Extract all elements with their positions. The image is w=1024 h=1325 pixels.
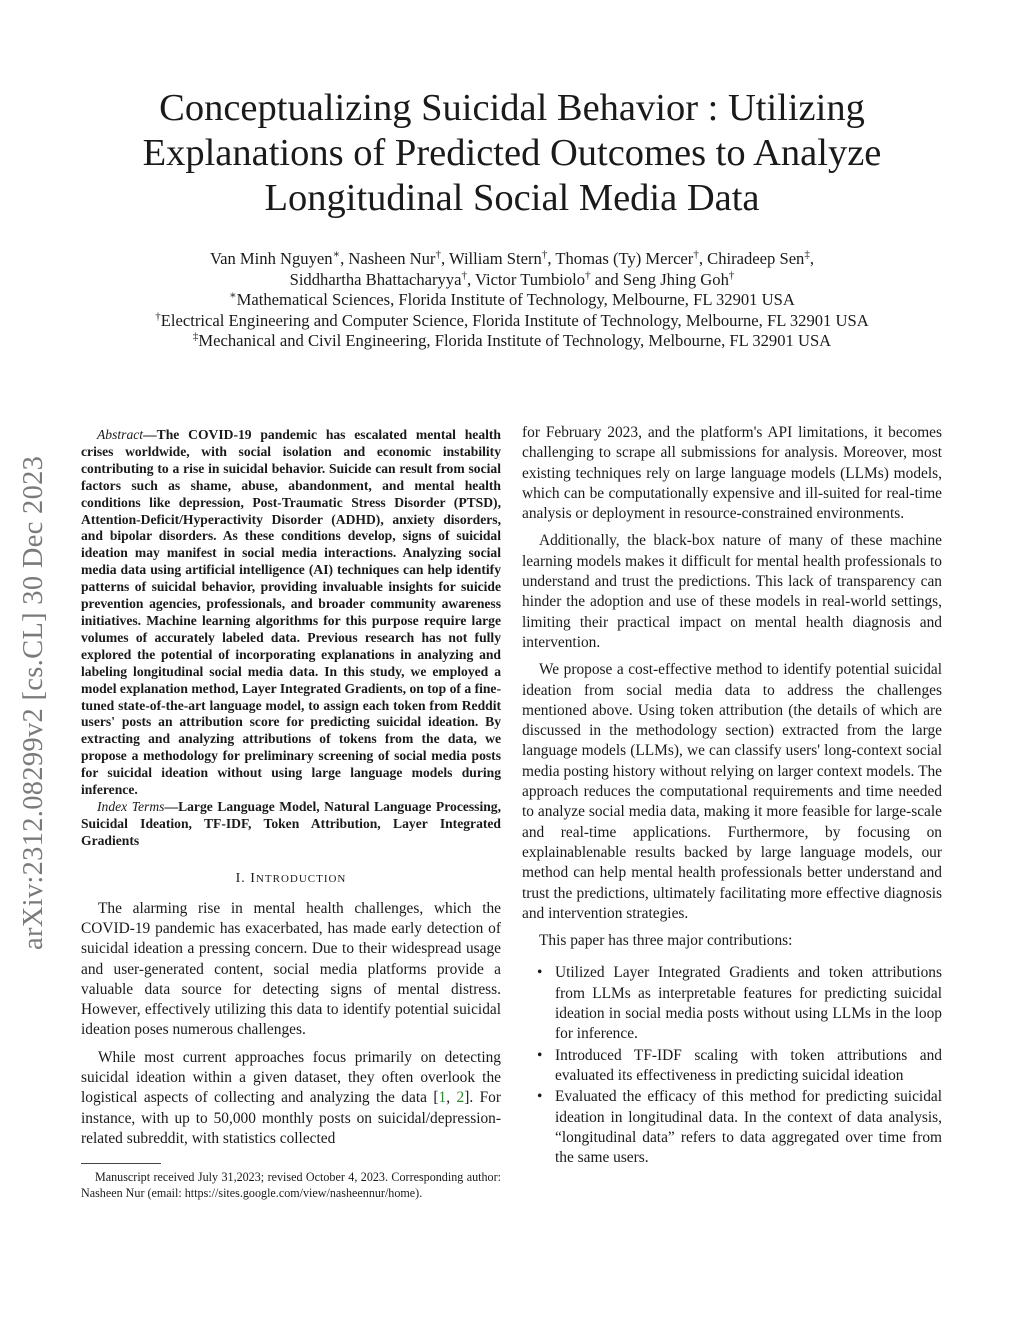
bullet: • <box>537 1046 543 1064</box>
author: Van Minh Nguyen∗, <box>209 248 349 268</box>
index-terms-text: —Large Language Model, Natural Language Processing, Suicidal Ideation, TF-IDF, Token Attribution, Layer Integrated Gradients <box>81 798 501 848</box>
author-block <box>80 249 944 352</box>
body-paragraph: This paper has three major contributions: <box>539 932 793 950</box>
author: Siddhartha Bhattacharyya†, <box>289 268 475 289</box>
footnote: Manuscript received July 31,2023; revised October 4, 2023. Corresponding author: Nasheen Nur (email: https://sites.google.com/view/nasheennur/home). <box>81 1170 501 1200</box>
author: Chiradeep Sen‡, <box>707 248 815 268</box>
citation-link[interactable]: 2 <box>456 1089 465 1107</box>
affiliation: ‡Mechanical and Civil Engineering, Florida Institute of Technology, Melbourne, FL 32901 USA <box>192 330 832 350</box>
abstract-text: —The COVID-19 pandemic has escalated mental health crises worldwide, with social isolation and economic instability contributing to a rise in suicidal behavior. Suicide can result from social factors such as shame, abuse, abandonment, and mental health conditions like depression, Post-Traumatic Stress Disorder (PTSD), Attention-Deficit/Hyperactivity Disorder (ADHD), anxiety disorders, and bipolar disorders. As these conditions develop, signs of suicidal ideation may manifest in social media interactions. Analyzing social media data using artificial intelligence (AI) techniques can help identify patterns of suicidal behavior, providing invaluable insights for suicide prevention agencies, professionals, and broader community awareness initiatives. Machine learning algorithms for this purpose require large volumes of accurately labeled data. Previous research has not fully explored the potential of incorporating explanations in analyzing and labeling longitudinal social media data. In this study, we employed a model explanation method, Layer Integrated Gradients, on top of a fine-tuned state-of-the-art language model, to assign each token from Reddit users' posts an attribution score for predicting suicidal ideation. By extracting and analyzing attributions of tokens from the data, we propose a methodology for preliminary screening of social media posts for suicidal ideation without using large language models during inference. <box>81 427 501 798</box>
abstract <box>81 427 501 799</box>
list-item: • Evaluated the efficacy of this method for predicting suicidal ideation in longitudinal data. In the context of data analysis, “longitudinal data” refers to data aggregated over time from the same users. <box>537 1088 942 1167</box>
affiliation: †Electrical Engineering and Computer Science, Florida Institute of Technology, Melbourne, FL 32901 USA <box>155 309 869 330</box>
left-column <box>81 427 501 1201</box>
author-line-2 <box>80 270 944 291</box>
list-item: • Introduced TF-IDF scaling with token attributions and evaluated its effectiveness in predicting suicidal ideation <box>537 1046 942 1084</box>
intro-paragraph-2: While most current approaches focus primarily on detecting suicidal ideation within a given dataset, they often overlook the logistical aspects of collecting and analyzing the data [1, 2]. For instance, with up to 50,000 monthly posts on suicidal/depression-related subreddit, with statistics collected <box>81 1048 501 1147</box>
author: Thomas (Ty) Mercer†, <box>555 248 708 268</box>
author: William Stern†, <box>448 248 556 268</box>
affiliation: ∗Mathematical Sciences, Florida Institute of Technology, Melbourne, FL 32901 USA <box>229 289 795 309</box>
bullet: • <box>537 1088 543 1106</box>
body-paragraph: We propose a cost-effective method to identify potential suicidal ideation from social media data to address the challenges mentioned above. Using token attribution (the details of which are discussed in the methodology section) extracted from the large language models (LLMs), we can classify users' long-context social media posting history without relying on larger context models. The approach reduces the computational requirements and time needed to analyze social media data, making it more feasible for large-scale and real-time applications. Furthermore, by focusing on explainablenable results backed by large language models, our method can help mental health professionals better understand and trust the predictions, ultimately facilitating more effective diagnosis and intervention strategies. <box>522 661 942 922</box>
bullet: • <box>537 964 543 982</box>
paper-title: Conceptualizing Suicidal Behavior : Utilizing Explanations of Predicted Outcomes to Analyze Longitudinal Social Media Data <box>142 87 882 219</box>
author: Seng Jhing Goh† <box>622 268 735 289</box>
citation-link[interactable]: 1 <box>438 1089 447 1107</box>
author: Victor Tumbiolo† and <box>474 268 623 289</box>
author-line-1 <box>80 249 944 270</box>
list-item: • Utilized Layer Integrated Gradients and token attributions from LLMs as interpretable features for predicting suicidal ideation in social media posts without using LLMs in the loop for inference. <box>537 964 942 1043</box>
contributions-list <box>522 963 942 1168</box>
right-column <box>522 423 942 1169</box>
index-terms-label: Index Terms <box>97 798 165 814</box>
body-paragraph: for February 2023, and the platform's API limitations, it becomes challenging to scrape all submissions for analysis. Moreover, most existing techniques rely on large language models (LLMs) models, which can be computationally expensive and ill-suited for real-time analysis or deployment in resource-constrained environments. <box>522 424 942 523</box>
arxiv-stamp: arXiv:2312.08299v2 [cs.CL] 30 Dec 2023 <box>18 455 49 950</box>
body-paragraph: Additionally, the black-box nature of many of these machine learning models makes it difficult for mental health professionals to understand and trust the predictions. This lack of transparency can hinder the adoption and use of these models in real-world settings, limiting their practical impact on mental health diagnosis and intervention. <box>522 532 942 651</box>
footnote-rule <box>81 1163 161 1164</box>
author: Nasheen Nur†, <box>348 248 449 268</box>
section-heading-introduction: I. INTRODUCTION <box>235 870 347 886</box>
intro-paragraph-1: The alarming rise in mental health challenges, which the COVID-19 pandemic has exacerbated, has made early detection of suicidal ideation a pressing concern. Due to their widespread usage and user-generated content, social media platforms provide a valuable data source for detecting signs of mental distress. However, effectively utilizing this data to identify potential suicidal ideation poses numerous challenges. <box>81 899 501 1039</box>
abstract-label: Abstract <box>97 427 144 442</box>
index-terms <box>81 799 501 850</box>
